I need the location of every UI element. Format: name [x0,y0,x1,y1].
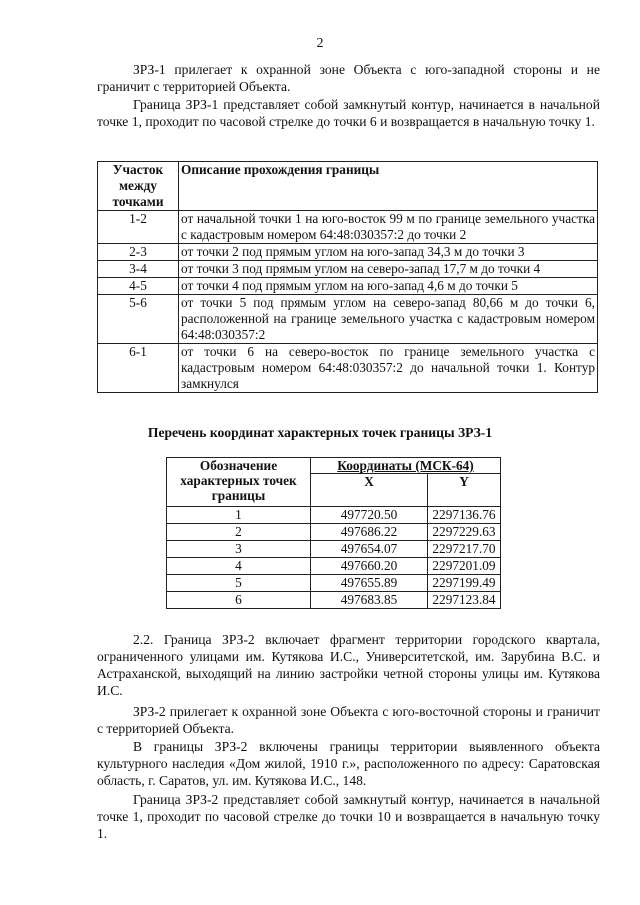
coordinates-title: Перечень координат характерных точек границы ЗРЗ-1 [147,425,493,440]
x-cell: 497683.85 [311,592,428,609]
header-description: Описание прохождения границы [179,162,598,211]
paragraph-zrz2-heritage: В границы ЗРЗ-2 включены границы территории выявленного объекта культурного наследия «Дом жилой, 1910 г.», расположенного по адресу: Саратовская область, г. Саратов, ул. им. Кутякова И.С., 148. [97,739,600,788]
segment-cell: 2-3 [98,244,179,261]
segment-cell: 3-4 [98,261,179,278]
segment-cell: 1-2 [98,211,179,244]
segment-cell: 4-5 [98,278,179,295]
y-cell: 2297199.49 [428,575,501,592]
paragraph-zrz1-adjacency: ЗРЗ-1 прилегает к охранной зоне Объекта с юго-западной стороны и не граничит с территорией Объекта. [97,62,600,94]
point-cell: 4 [167,558,311,575]
x-cell: 497686.22 [311,524,428,541]
y-cell: 2297217.70 [428,541,501,558]
table-row [98,244,598,261]
boundary-description-table [97,161,598,393]
paragraph-zrz2-adjacency: ЗРЗ-2 прилегает к охранной зоне Объекта с юго-восточной стороны и граничит с территорией Объекта. [97,704,600,736]
table-row [167,507,501,524]
description-cell: от точки 5 под прямым углом на северо-запад 80,66 м до точки 6, расположенной на границе земельного участка с кадастровым номером 64:48:030357:2 [179,295,598,344]
table-row [167,592,501,609]
y-cell: 2297136.76 [428,507,501,524]
header-coords: Координаты (МСК-64) [311,458,501,474]
point-cell: 2 [167,524,311,541]
paragraph-zrz1-contour: Граница ЗРЗ-1 представляет собой замкнутый контур, начинается в начальной точке 1, проходит по часовой стрелке до точки 6 и возвращается в начальную точку 1. [97,97,600,129]
header-y: Y [428,474,501,507]
table-row [98,278,598,295]
point-cell: 5 [167,575,311,592]
table-row [167,558,501,575]
description-cell: от точки 6 на северо-восток по границе земельного участка с кадастровым номером 64:48:030357:2 до начальной точки 1. Контур замкнулся [179,344,598,393]
header-x: X [311,474,428,507]
header-segment: Участок между точками [98,162,179,211]
x-cell: 497654.07 [311,541,428,558]
point-cell: 6 [167,592,311,609]
table-header-row [167,458,501,474]
y-cell: 2297229.63 [428,524,501,541]
table-row [167,575,501,592]
header-point: Обозначение характерных точек границы [167,458,311,507]
description-cell: от точки 3 под прямым углом на северо-запад 17,7 м до точки 4 [179,261,598,278]
table-header-row [98,162,598,211]
y-cell: 2297201.09 [428,558,501,575]
table-row [167,524,501,541]
point-cell: 1 [167,507,311,524]
description-cell: от точки 2 под прямым углом на юго-запад 34,3 м до точки 3 [179,244,598,261]
page-number: 2 [316,36,324,51]
table-row [98,344,598,393]
point-cell: 3 [167,541,311,558]
description-cell: от точки 4 под прямым углом на юго-запад 4,6 м до точки 5 [179,278,598,295]
x-cell: 497660.20 [311,558,428,575]
table-row [98,295,598,344]
table-row [98,261,598,278]
y-cell: 2297123.84 [428,592,501,609]
description-cell: от начальной точки 1 на юго-восток 99 м по границе земельного участка с кадастровым номером 64:48:030357:2 до точки 2 [179,211,598,244]
table-row [98,211,598,244]
table-row [167,541,501,558]
segment-cell: 6-1 [98,344,179,393]
segment-cell: 5-6 [98,295,179,344]
x-cell: 497720.50 [311,507,428,524]
paragraph-zrz2-description: 2.2. Граница ЗРЗ-2 включает фрагмент территории городского квартала, ограниченного улицами им. Кутякова И.С., Университетской, им. Зарубина В.С. и Астраханской, выходящий на линию застройки четной стороны улицы им. Кутякова И.С. [97,632,600,698]
coordinates-table [166,457,501,609]
paragraph-zrz2-contour: Граница ЗРЗ-2 представляет собой замкнутый контур, начинается в начальной точке 1, проходит по часовой стрелке до точки 10 и возвращается в начальную точку 1. [97,792,600,841]
x-cell: 497655.89 [311,575,428,592]
